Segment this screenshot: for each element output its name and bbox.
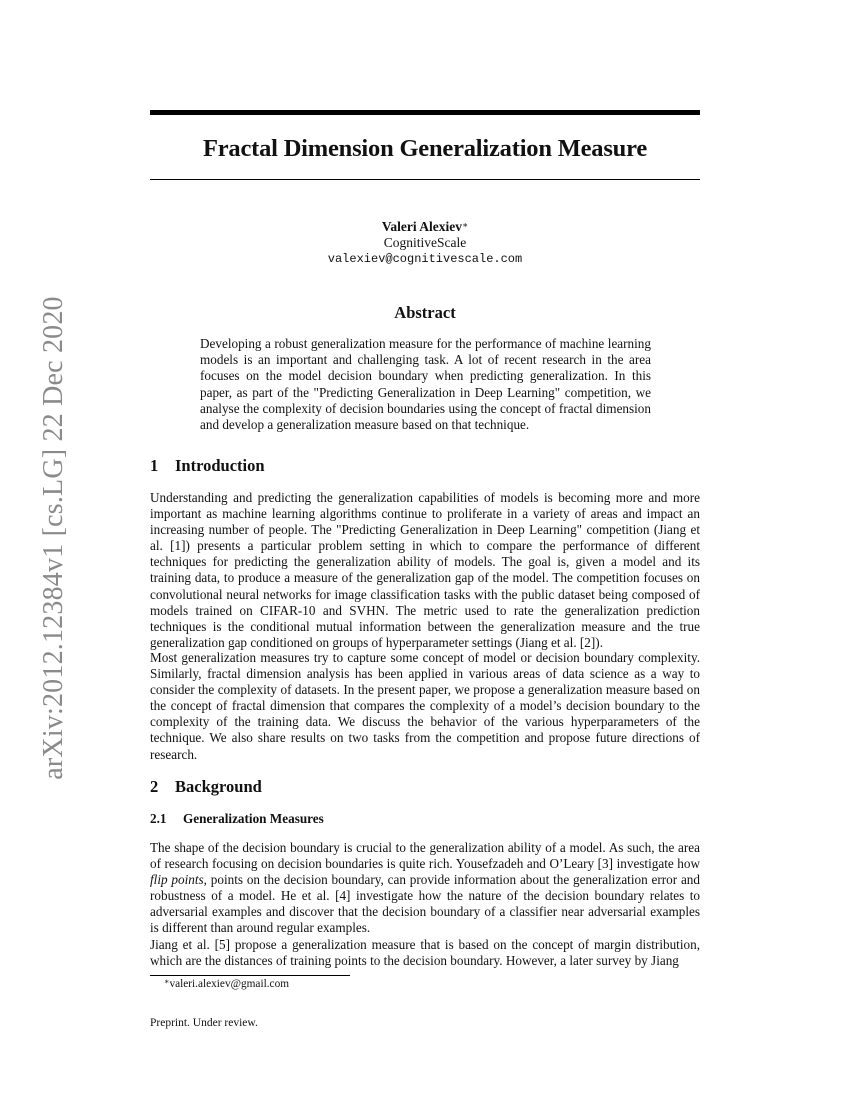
section-number: 2 <box>150 777 159 796</box>
arxiv-side-stamp: arXiv:2012.12384v1 [cs.LG] 22 Dec 2020 <box>38 296 69 780</box>
title-bottom-rule <box>150 179 700 180</box>
footnote-text: valeri.alexiev@gmail.com <box>169 978 289 990</box>
background-paragraph-2: Jiang et al. [5] propose a generalization measure that is based on the concept of margin distribution, which are the distances of training points to the decision boundary. However, a later survey by Jiang <box>150 937 700 969</box>
section-background-heading <box>150 777 700 797</box>
footnote <box>164 978 289 990</box>
footnote-mark: ∗ <box>164 977 170 986</box>
section-number: 1 <box>150 456 159 475</box>
title-top-rule <box>150 110 700 115</box>
emphasis-flip-points: flip points <box>150 872 204 888</box>
author-email: valexiev@cognitivescale.com <box>327 252 523 266</box>
section-introduction-heading <box>150 456 700 476</box>
abstract-heading: Abstract <box>394 303 456 322</box>
subsection-title: Generalization Measures <box>183 811 324 826</box>
intro-paragraph-1: Understanding and predicting the generalization capabilities of models is becoming more and more important as machine learning algorithms continue to proliferate in a variety of areas and impact an increasing number of people. The "Predicting Generalization in Deep Learning" competition (Jiang et al. [1]) presents a particular problem setting in which to compare the performance of different techniques for predicting the generalization ability of models. The goal is, given a model and its training data, to produce a measure of the generalization gap of the model. The competition focuses on convolutional neural networks for image classification tasks with the public dataset being composed of models trained on CIFAR-10 and SVHN. The metric used to rate the generalization prediction techniques is the conditional mutual information between the generalization measure and the true generalization gap conditioned on groups of hyperparameter settings (Jiang et al. [2]). <box>150 490 700 650</box>
paper-title: Fractal Dimension Generalization Measure <box>202 135 648 162</box>
author-footnote-mark: ∗ <box>462 220 469 230</box>
background-paragraph-1: The shape of the decision boundary is crucial to the generalization ability of a model. As such, the area of research focusing on decision boundaries is quite rich. Yousefzadeh and O’Leary [3] investigate how flip points, points on the decision boundary, can provide information about the generalization error and robustness of a model. He et al. [4] investigate how the nature of the decision boundary relates to adversarial examples and discover that the decision boundary of a classifier near adversarial examples is different than around regular examples. <box>150 840 700 936</box>
abstract-text: Developing a robust generalization measure for the performance of machine learning models is an important and challenging task. A lot of recent research in the area focuses on the model decision boundary when predicting generalization. In this paper, as part of the "Predicting Generalization in Deep Learning" competition, we analyse the complexity of decision boundaries using the concept of fractal dimension and develop a generalization measure based on that technique. <box>200 336 651 433</box>
author-affiliation: CognitiveScale <box>383 235 467 250</box>
section-title: Introduction <box>175 456 265 475</box>
subsection-number: 2.1 <box>150 811 167 826</box>
footnote-rule <box>150 975 350 976</box>
intro-paragraph-2: Most generalization measures try to capture some concept of model or decision boundary complexity. Similarly, fractal dimension analysis has been applied in various areas of data science as a way to consider the complexity of datasets. In the present paper, we propose a generalization measure based on the concept of fractal dimension that compares the complexity of a model’s decision boundary to the complexity of the training data. We discuss the behavior of the various hyperparameters of the technique. We also share results on two tasks from the competition and propose future directions of research. <box>150 650 700 762</box>
preprint-notice: Preprint. Under review. <box>150 1017 258 1029</box>
subsection-generalization-measures-heading <box>150 811 700 827</box>
author-name: Valeri Alexiev <box>381 219 462 234</box>
section-title: Background <box>175 777 262 796</box>
author-block <box>150 219 700 267</box>
